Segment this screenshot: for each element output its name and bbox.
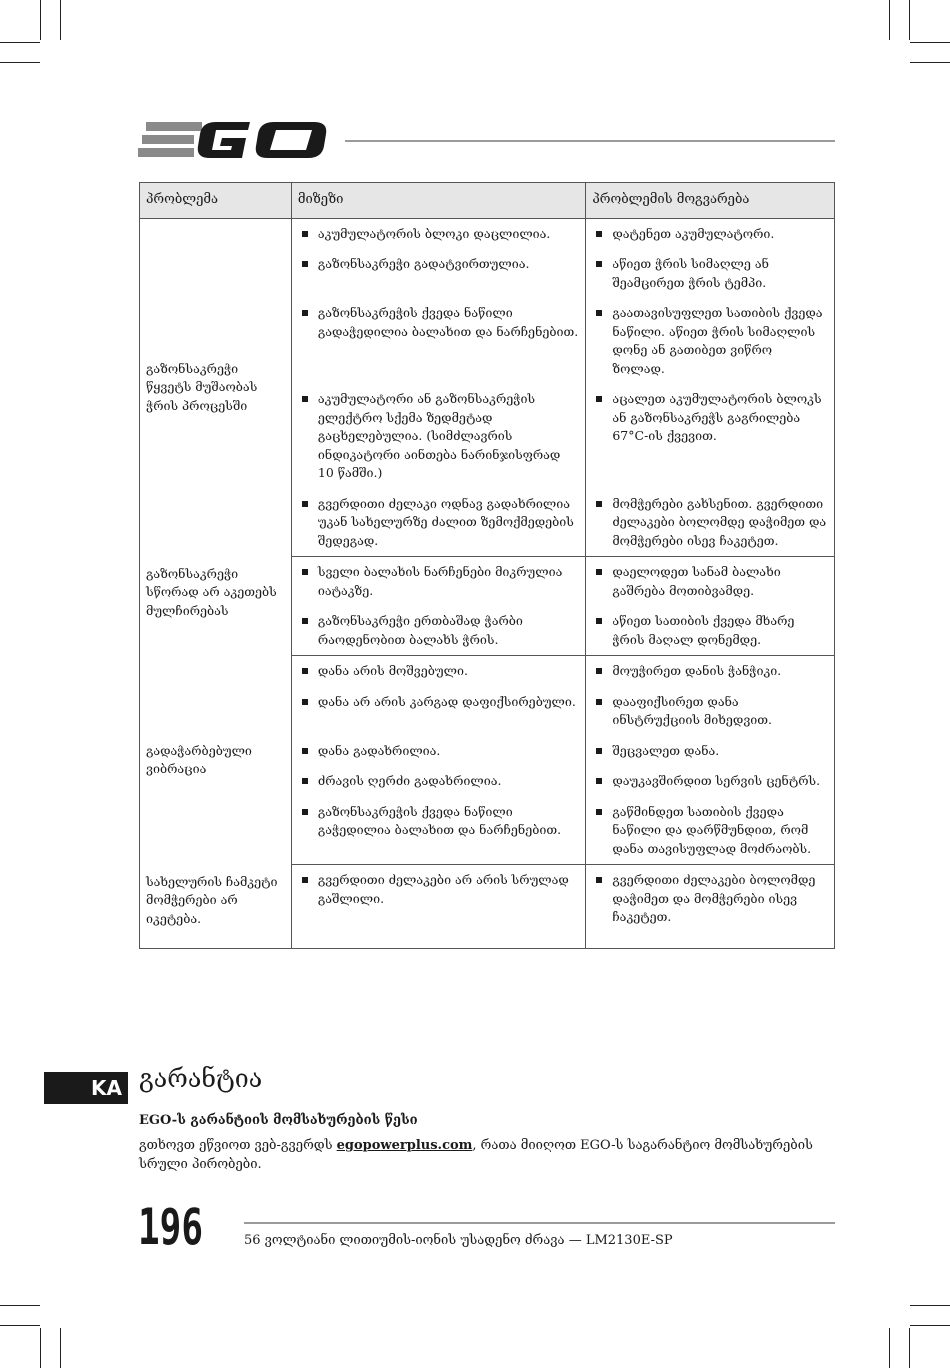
crop-mark [0,1325,40,1326]
solution-text: დაუკავშირდით სერვის ცენტრს. [594,772,828,791]
crop-mark [0,42,40,43]
crop-mark [40,1328,41,1368]
crop-mark [0,1305,40,1306]
footer-text: 56 ვოლტიანი ლითიუმის-იონის უსადენო ძრავა — LM2130E-SP [244,1233,673,1248]
table-row [140,218,835,249]
table-header-row [140,183,835,219]
cause-text: გაზონსაკრეჭის ქვედა ნაწილი გადაჭედილია ბალახით და ნარჩენებით. [300,304,579,341]
cause-text: დანა არის მოშვებული. [300,662,579,681]
cause-text: გაზონსაკრეჭის ქვედა ნაწილი გაჭედილია ბალახით და ნარჩენებით. [300,803,579,840]
solution-text: მოუჭირეთ დანის ჭანჭიკი. [594,662,828,681]
cause-text: დანა არ არის კარგად დაფიქსირებული. [300,693,579,712]
column-header-problem: პრობლემა [140,183,292,219]
policy-heading: EGO-ს გარანტიის მომსახურების წესი [139,1113,418,1128]
footer-rule [244,1222,835,1224]
crop-mark [910,1305,950,1306]
cause-text: აკუმულატორის ბლოკი დაცლილია. [300,225,579,244]
table-row [140,656,835,687]
crop-mark [909,1328,910,1368]
crop-mark [909,0,910,40]
cause-text: სველი ბალახის ნარჩენები მიკრულია იატაკზე. [300,563,579,600]
policy-body [139,1136,839,1174]
crop-mark [910,42,950,43]
crop-mark [60,0,61,40]
page-number: 196 [138,1198,204,1256]
website-link[interactable]: egopowerplus.com [336,1138,473,1153]
table-row [140,557,835,607]
solution-text: შეცვალეთ დანა. [594,742,828,761]
cause-text: ძრავის ღერძი გადახრილია. [300,772,579,791]
crop-mark [0,62,40,63]
cause-text: გაზონსაკრეჭი გადატვირთულია. [300,255,579,274]
problem-cell: გაზონსაკრეჭი წყვეტს მუშაობას ჭრის პროცესში [140,218,292,557]
solution-text: გვერდითი ძელაკები ბოლომდე დაჭიმეთ და მომჭერები ისევ ჩაკეტეთ. [594,871,828,927]
policy-text: გთხოვთ ეწვიოთ ვებ-გვერდს [139,1138,337,1153]
cause-text: დანა გადახრილია. [300,742,579,761]
crop-mark [40,0,41,40]
solution-text: გაწმინდეთ სათიბის ქვედა ნაწილი და დარწმუნდით, რომ დანა თავისუფლად მოძრაობს. [594,803,828,859]
solution-text: დაელოდეთ სანამ ბალახი გაშრება მოთიბვამდე. [594,563,828,600]
solution-text: აცალეთ აკუმულატორის ბლოკს ან გაზონსაკრეჭს გაგრილება 67°C-ის ქვევით. [594,390,828,446]
crop-mark [910,1325,950,1326]
solution-text: აწიეთ ჭრის სიმაღლე ან შეამცირეთ ჭრის ტემპი. [594,255,828,292]
cause-text: გვერდითი ძელაკები არ არის სრულად გაშლილი. [300,871,579,908]
troubleshooting-table [139,182,835,949]
ego-logo [138,118,328,162]
problem-cell: სახელურის ჩამკეტი მომჭერები არ იკეტება. [140,865,292,949]
cause-text: გვერდითი ძელაკი ოდნავ გადახრილია უკან სახელურზე ძალით ზემოქმედების შედეგად. [300,495,579,551]
policy-text: , რათა მიიღოთ EGO-ს საგარანტიო მომსახურების სრული პირობები. [139,1138,813,1172]
solution-text: აწიეთ სათიბის ქვედა მხარე ჭრის მაღალ დონემდე. [594,612,828,649]
language-tab: KA [44,1072,128,1104]
table-row [140,865,835,949]
solution-text: გაათავისუფლეთ სათიბის ქვედა ნაწილი. აწიეთ ჭრის სიმაღლის დონე ან გათიბეთ ვიწრო ზოლად. [594,304,828,378]
crop-mark [889,1328,890,1368]
section-title: გარანტია [139,1064,263,1093]
column-header-solution: პრობლემის მოგვარება [586,183,835,219]
solution-text: მომჭერები გახსენით. გვერდითი ძელაკები ბოლომდე დაჭიმეთ და მომჭერები ისევ ჩაკეტეთ. [594,495,828,551]
cause-text: გაზონსაკრეჭი ერთბაშად ჭარბი რაოდენობით ბალახს ჭრის. [300,612,579,649]
crop-mark [60,1328,61,1368]
problem-cell: გაზონსაკრეჭი სწორად არ აკეთებს მულჩირებას [140,557,292,656]
solution-text: დააფიქსირეთ დანა ინსტრუქციის მიხედვით. [594,693,828,730]
cause-text: აკუმულატორი ან გაზონსაკრეჭის ელექტრო სქემა ზედმეტად გაცხელებულია. (სიმძლავრის ინდიკატორი აინთება ნარინჯისფრად 10 წამში.) [300,390,579,483]
crop-mark [889,0,890,40]
header-rule [345,140,835,142]
problem-cell: გადაჭარბებული ვიბრაცია [140,656,292,865]
crop-mark [910,62,950,63]
column-header-cause: მიზეზი [291,183,585,219]
solution-text: დატენეთ აკუმულატორი. [594,225,828,244]
